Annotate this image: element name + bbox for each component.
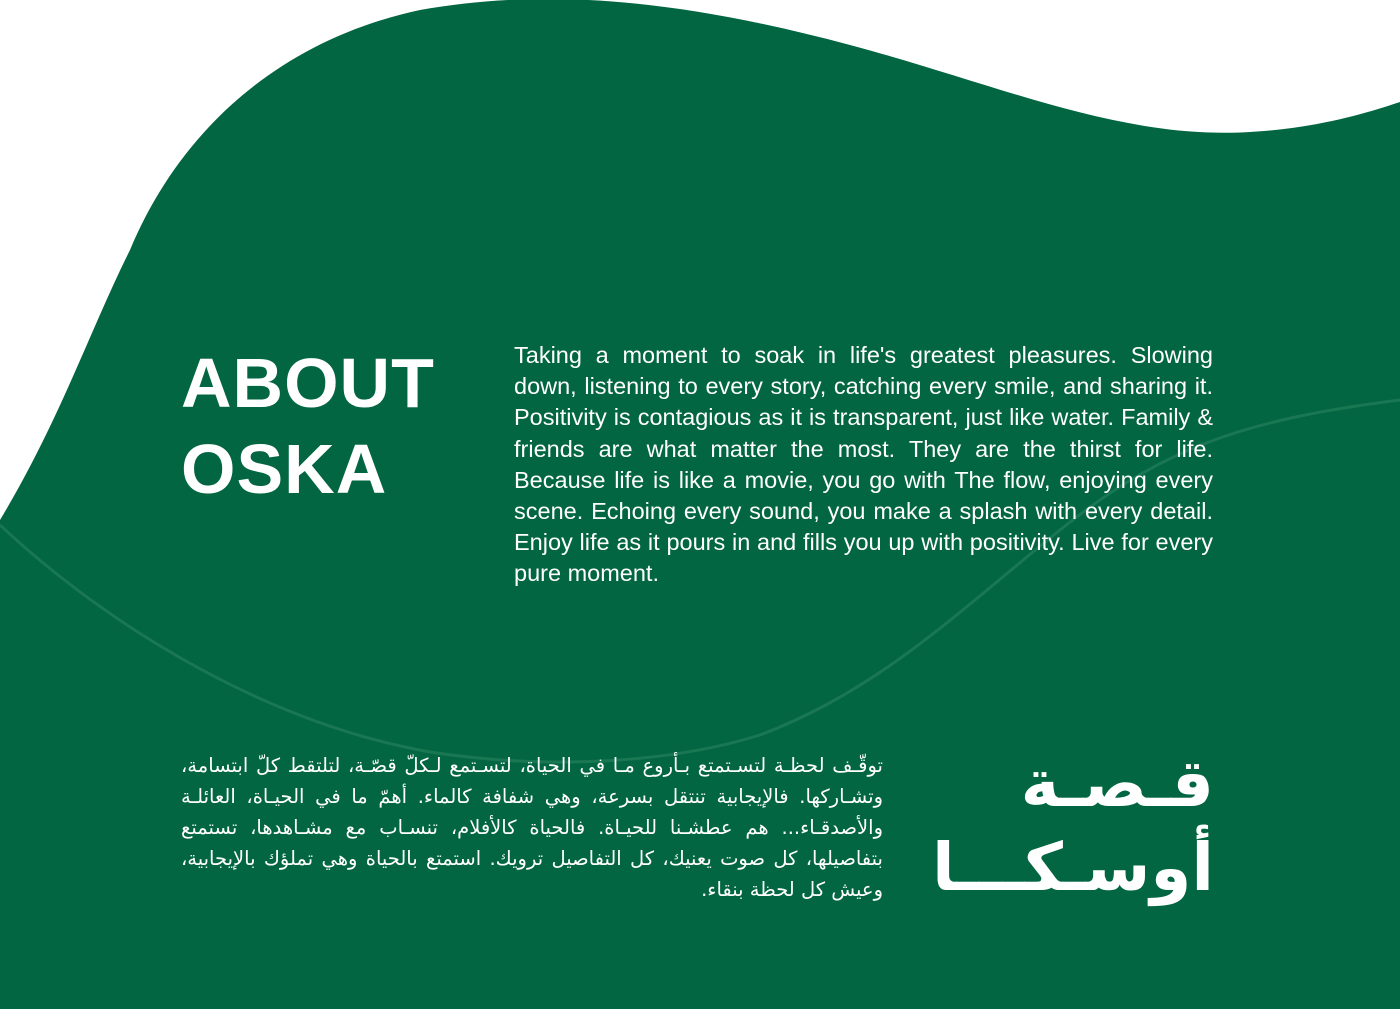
about-body-text: Taking a moment to soak in life's greatest pleasures. Slowing down, listening to every story, catching every smile, and sharing it. Positivity is contagious as it is transparent, just like water. Family & friends are what matter the most. They are the thirst for life. Because life is like a movie, you go with The flow, enjoying every scene. Echoing every sound, you make a splash with every detail. Enjoy life as it pours in and fills you up with positivity. Live for every pure moment. xyxy=(514,342,1213,587)
about-title xyxy=(181,340,435,512)
arabic-title-line1: قـصـة xyxy=(1020,745,1214,822)
about-title-line2: OSKA xyxy=(181,430,388,508)
arabic-title xyxy=(930,742,1214,910)
about-title-line1: ABOUT xyxy=(181,344,435,422)
arabic-body-text: توقّـف لحظـة لتسـتمتع بـأروع مـا في الحياة، لتسـتمع لـكلّ قصّـة، لتلتقط كلّ ابتسامة، وتشـاركها. فالإيجابية تنتقل بسرعة، وهي شفافة كالماء. أهمّ ما في الحيـاة، العائلـة والأصدقـاء... هم عطشـنا للحيـاة. فالحياة كالأفلام، تنسـاب مع مشـاهدها، تستمتع بتفاصيلها، كل صوت يعنيك، كل التفاصيل ترويك. استمتع بالحياة وهي تملؤك بالإيجابية، وعيش كل لحظة بنقاء. xyxy=(181,754,883,901)
arabic-title-line2: أوسـكـــا xyxy=(932,829,1214,906)
